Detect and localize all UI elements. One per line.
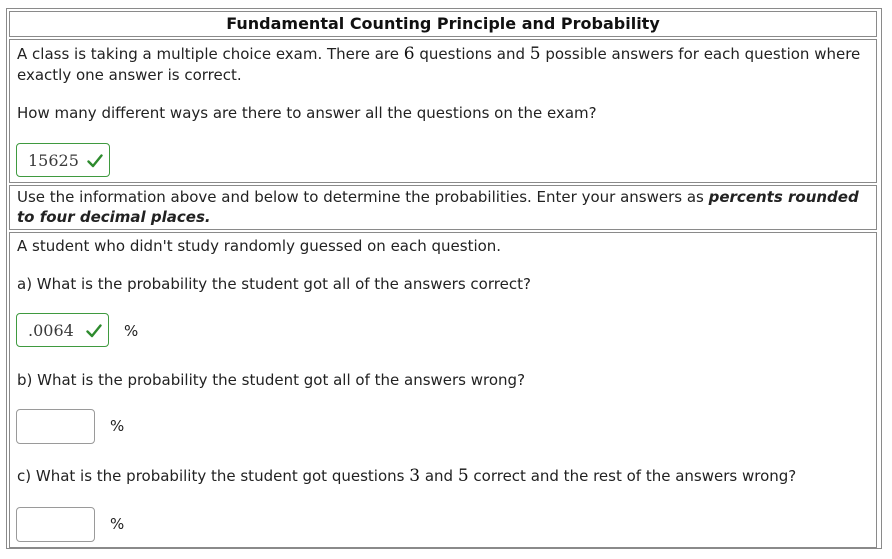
instructions-cell [9,185,877,230]
counting-question: How many different ways are there to answer all the questions on the exam? [17,104,597,122]
part-a-answer-input[interactable] [16,313,109,347]
probability-questions-cell [9,232,877,548]
check-icon [87,154,103,168]
part-c-unit: % [110,515,125,533]
counting-answer-value: 15625 [28,151,79,170]
part-b-answer-input[interactable] [16,409,95,444]
num-questions: 6 [403,44,415,64]
part-a-unit: % [124,322,139,340]
part-b-question: b) What is the probability the student got all of the answers wrong? [17,371,526,389]
part-c-question: c) What is the probability the student got questions 3 and 5 correct and the rest of the answers wrong? [17,466,797,486]
instructions: Use the information above and below to determine the probabilities. Enter your answers as percents rounded to four decimal places. [17,188,859,226]
part-a-question: a) What is the probability the student got all of the answers correct? [17,275,531,293]
part-c-q1: 3 [409,466,421,486]
problem-title: Fundamental Counting Principle and Probability [9,11,877,37]
check-icon [86,324,102,338]
part-b-unit: % [110,417,125,435]
counting-question-cell [9,39,877,183]
instructions-emphasis: percents rounded to four decimal places. [17,188,859,226]
counting-answer-input[interactable] [16,143,110,177]
num-answers: 5 [529,44,541,64]
scenario-text: A student who didn't study randomly guessed on each question. [17,237,502,255]
part-c-q2: 5 [457,466,469,486]
part-c-answer-input[interactable] [16,507,95,542]
part-a-answer-value: .0064 [28,321,74,340]
problem-intro: A class is taking a multiple choice exam. There are 6 questions and 5 possible answers for each question where exactly one answer is correct. [17,44,861,84]
